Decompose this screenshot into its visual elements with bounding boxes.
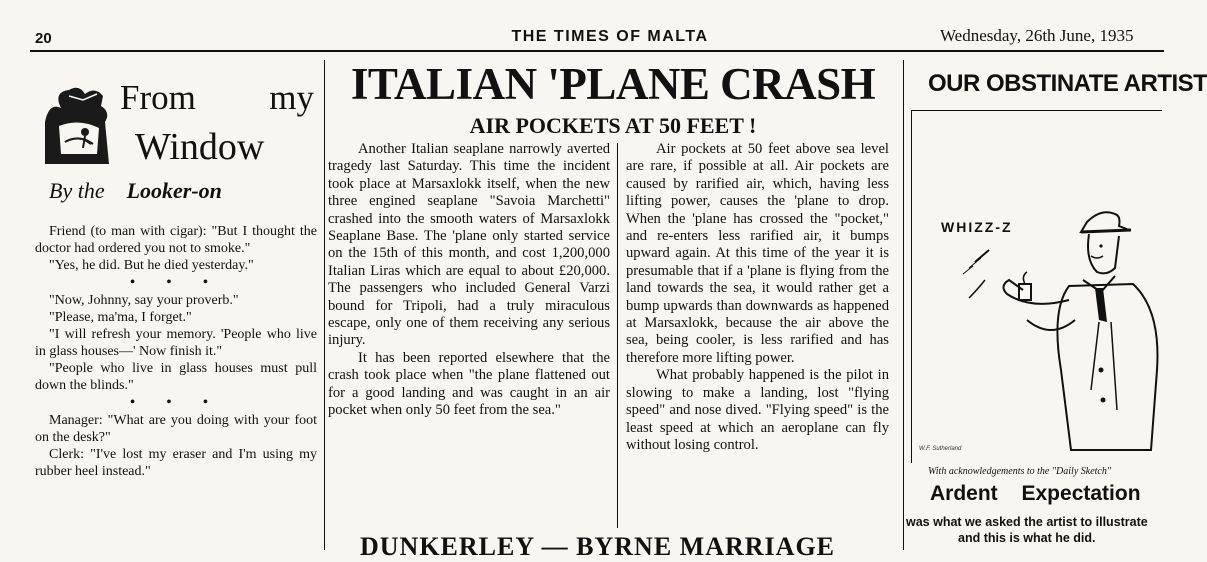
- column-divider-left: [324, 60, 325, 550]
- joke-paragraph: "I will refresh your memory. 'People who live in glass houses—' Now finish it.": [35, 327, 317, 359]
- joke-paragraph: "People who live in glass houses must pull down the blinds.": [35, 361, 317, 393]
- article-paragraph: Another Italian seaplane narrowly averted tragedy last Saturday. This time the incident took place at Marsaxlokk itself, when the new three engined seaplane "Savoia Marchetti" crashed into the smooth waters of Marsaxlokk Seaplane Base. The 'plane only started service on the 15th of this month, and cost 1,200,000 Italian Liras which are equal to about £20,000. The passengers who included General Varzi bound for Tripoli, had a truly miraculous escape, only one of them receiving any serious injury.: [328, 141, 610, 349]
- from-my-window-column: [35, 60, 317, 550]
- joke-paragraph: "Please, ma'ma, I forget.": [49, 310, 192, 325]
- header-rule: [30, 50, 1164, 52]
- column-divider-right: [903, 60, 904, 550]
- article-subheadline: AIR POCKETS AT 50 FEET !: [469, 113, 757, 138]
- next-article-headline: DUNKERLEY — BYRNE MARRIAGE: [360, 532, 836, 561]
- article-column-2: [626, 141, 889, 454]
- joke-paragraph: Friend (to man with cigar): "But I thought the doctor had ordered you not to smoke.": [35, 224, 317, 256]
- article-column-1: [328, 141, 610, 420]
- cartoon-acknowledgement: With acknowledgements to the "Daily Sketch": [928, 466, 1112, 477]
- cartoon-illustration: [911, 110, 1164, 462]
- joke-paragraph: "Yes, he did. But he died yesterday.": [49, 258, 254, 273]
- article-paragraph: What probably happened is the pilot in slowing to make a landing, lost "flying speed" and nose dived. "Flying speed" is the least speed at which an aeroplane can fly without losing control.: [626, 367, 889, 453]
- issue-date: Wednesday, 26th June, 1935: [940, 26, 1134, 45]
- cartoon-sound-effect: WHIZZ-Z: [941, 219, 1013, 235]
- cartoon-caption: Ardent Expectation: [930, 482, 1141, 505]
- column-title-line2: Window: [135, 126, 265, 168]
- joke-paragraph: Clerk: "I've lost my eraser and I'm using my rubber heel instead.": [35, 447, 317, 479]
- masthead: THE TIMES OF MALTA: [511, 28, 709, 45]
- page-number: 20: [35, 30, 52, 47]
- joke-paragraph: Manager: "What are you doing with your foot on the desk?": [35, 413, 317, 445]
- article-paragraph: It has been reported elsewhere that the crash took place when "the plane flattened out for a good landing and was caught in an air pocket when only 50 feet from the sea.": [328, 349, 610, 419]
- jokes-body: [35, 223, 317, 480]
- article-headline: ITALIAN 'PLANE CRASH: [350, 59, 876, 109]
- cartoon-signature: W.F. Sutherland: [919, 446, 962, 452]
- window-vignette-illustration: [39, 82, 117, 166]
- cartoon-title: OUR OBSTINATE ARTIST: [928, 70, 1207, 97]
- article-paragraph: Air pockets at 50 feet above sea level are rare, if possible at all. Air pockets are caused by rarified air, which, having less lifting power, causes the 'plane to drop. When the 'plane has crossed the "pocket," and re-enters less rarified air, it bumps upward again. At this time of the year it is presumable that if a 'plane is flying from the land towards the sea, it would rather get a bump upwards than downwards as happened at Marsaxlokk, because the air above the sea, being cooler, is less rarified and has therefore more lifting power.: [626, 141, 889, 366]
- separator-stars: • • •: [130, 395, 222, 410]
- article-column-divider: [617, 143, 618, 528]
- cartoon-footnote-line1: was what we asked the artist to illustrate: [906, 515, 1148, 529]
- joke-paragraph: "Now, Johnny, say your proverb.": [49, 293, 239, 308]
- cartoon-footnote-line2: and this is what he did.: [958, 531, 1096, 545]
- column-byline: By the Looker-on: [49, 178, 222, 203]
- column-title-line1: From my: [120, 78, 314, 117]
- separator-stars: • • •: [130, 275, 222, 290]
